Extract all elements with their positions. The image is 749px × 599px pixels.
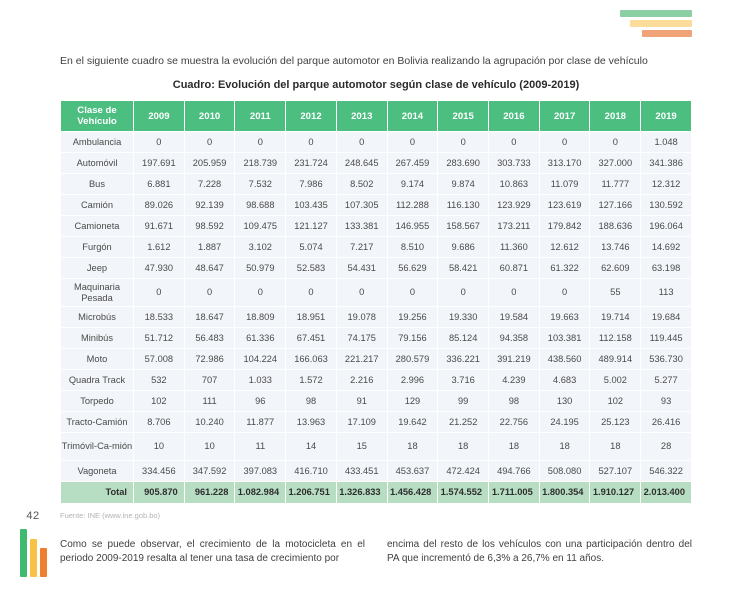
cell-value: 9.174 bbox=[388, 174, 438, 194]
column-header-year-2012: 2012 bbox=[286, 101, 336, 131]
cell-value: 89.026 bbox=[134, 195, 184, 215]
cell-value: 19.256 bbox=[388, 307, 438, 327]
cell-value: 85.124 bbox=[438, 328, 488, 348]
cell-value: 508.080 bbox=[540, 461, 590, 481]
table-row bbox=[61, 349, 691, 369]
cell-value: 10.863 bbox=[489, 174, 539, 194]
cell-value: 123.929 bbox=[489, 195, 539, 215]
cell-value: 8.502 bbox=[337, 174, 387, 194]
cell-value: 123.619 bbox=[540, 195, 590, 215]
cell-value: 494.766 bbox=[489, 461, 539, 481]
cell-value: 14.692 bbox=[641, 237, 691, 257]
cell-value: 205.959 bbox=[185, 153, 235, 173]
table-row bbox=[61, 391, 691, 411]
cell-value: 2.996 bbox=[388, 370, 438, 390]
page-content bbox=[60, 54, 692, 566]
cell-value: 546.322 bbox=[641, 461, 691, 481]
table-row bbox=[61, 307, 691, 327]
table-body bbox=[61, 132, 691, 503]
cell-value: 57.008 bbox=[134, 349, 184, 369]
cell-value: 18.647 bbox=[185, 307, 235, 327]
cell-value: 51.712 bbox=[134, 328, 184, 348]
cell-value: 1.572 bbox=[286, 370, 336, 390]
cell-value: 102 bbox=[590, 391, 640, 411]
cell-value: 60.871 bbox=[489, 258, 539, 278]
cell-value: 7.217 bbox=[337, 237, 387, 257]
intro-paragraph: En el siguiente cuadro se muestra la evolución del parque automotor en Bolivia realizando la agrupación por clase de vehículo bbox=[60, 55, 648, 67]
row-label: Microbús bbox=[61, 307, 133, 327]
cell-value: 111 bbox=[185, 391, 235, 411]
table-row bbox=[61, 237, 691, 257]
cell-value: 453.637 bbox=[388, 461, 438, 481]
cell-value: 94.358 bbox=[489, 328, 539, 348]
table-header bbox=[61, 101, 691, 131]
cell-value: 19.663 bbox=[540, 307, 590, 327]
cell-value: 67.451 bbox=[286, 328, 336, 348]
cell-value: 61.322 bbox=[540, 258, 590, 278]
cell-value: 54.431 bbox=[337, 258, 387, 278]
cell-value: 416.710 bbox=[286, 461, 336, 481]
cell-value: 0 bbox=[590, 132, 640, 152]
cell-value: 188.636 bbox=[590, 216, 640, 236]
page-marker bbox=[10, 510, 56, 577]
cell-value: 0 bbox=[134, 132, 184, 152]
cell-value: 391.219 bbox=[489, 349, 539, 369]
table-row bbox=[61, 328, 691, 348]
cell-value: 50.979 bbox=[235, 258, 285, 278]
cell-value: 536.730 bbox=[641, 349, 691, 369]
cell-value: 2.216 bbox=[337, 370, 387, 390]
column-header-year-2014: 2014 bbox=[388, 101, 438, 131]
cell-value: 9.686 bbox=[438, 237, 488, 257]
cell-value: 532 bbox=[134, 370, 184, 390]
cell-value: 109.475 bbox=[235, 216, 285, 236]
column-header-year-2017: 2017 bbox=[540, 101, 590, 131]
cell-value: 173.211 bbox=[489, 216, 539, 236]
cell-value: 9.874 bbox=[438, 174, 488, 194]
total-value: 1.326.833 bbox=[337, 482, 387, 503]
row-label: Ambulancia bbox=[61, 132, 133, 152]
cell-value: 4.239 bbox=[489, 370, 539, 390]
cell-value: 21.252 bbox=[438, 412, 488, 432]
table-row bbox=[61, 412, 691, 432]
cell-value: 146.955 bbox=[388, 216, 438, 236]
cell-value: 18 bbox=[388, 433, 438, 460]
cell-value: 280.579 bbox=[388, 349, 438, 369]
cell-value: 48.647 bbox=[185, 258, 235, 278]
cell-value: 10 bbox=[185, 433, 235, 460]
row-label: Torpedo bbox=[61, 391, 133, 411]
cell-value: 19.584 bbox=[489, 307, 539, 327]
column-header-year-2011: 2011 bbox=[235, 101, 285, 131]
cell-value: 10.240 bbox=[185, 412, 235, 432]
column-header-year-2016: 2016 bbox=[489, 101, 539, 131]
cell-value: 19.078 bbox=[337, 307, 387, 327]
table-row bbox=[61, 132, 691, 152]
cell-value: 5.074 bbox=[286, 237, 336, 257]
row-label: Quadra Track bbox=[61, 370, 133, 390]
cell-value: 347.592 bbox=[185, 461, 235, 481]
column-header-year-2013: 2013 bbox=[337, 101, 387, 131]
table-row bbox=[61, 195, 691, 215]
cell-value: 0 bbox=[185, 132, 235, 152]
cell-value: 91 bbox=[337, 391, 387, 411]
decoration-bar-orange bbox=[642, 30, 692, 37]
total-value: 1.910.127 bbox=[590, 482, 640, 503]
row-label: Moto bbox=[61, 349, 133, 369]
cell-value: 0 bbox=[337, 132, 387, 152]
table-title: Cuadro: Evolución del parque automotor según clase de vehículo (2009-2019) bbox=[172, 79, 580, 92]
cell-value: 19.714 bbox=[590, 307, 640, 327]
cell-value: 103.381 bbox=[540, 328, 590, 348]
cell-value: 19.642 bbox=[388, 412, 438, 432]
cell-value: 397.083 bbox=[235, 461, 285, 481]
cell-value: 12.612 bbox=[540, 237, 590, 257]
row-label: Camión bbox=[61, 195, 133, 215]
table-row bbox=[61, 433, 691, 460]
table-row bbox=[61, 216, 691, 236]
cell-value: 98.688 bbox=[235, 195, 285, 215]
cell-value: 61.336 bbox=[235, 328, 285, 348]
row-label: Vagoneta bbox=[61, 461, 133, 481]
cell-value: 18 bbox=[590, 433, 640, 460]
cell-value: 24.195 bbox=[540, 412, 590, 432]
cell-value: 91.671 bbox=[134, 216, 184, 236]
cell-value: 11.079 bbox=[540, 174, 590, 194]
cell-value: 121.127 bbox=[286, 216, 336, 236]
cell-value: 5.277 bbox=[641, 370, 691, 390]
cell-value: 7.228 bbox=[185, 174, 235, 194]
cell-value: 11.877 bbox=[235, 412, 285, 432]
cell-value: 0 bbox=[540, 132, 590, 152]
cell-value: 26.416 bbox=[641, 412, 691, 432]
page-number: 42 bbox=[26, 510, 40, 522]
cell-value: 6.881 bbox=[134, 174, 184, 194]
row-label: Automóvil bbox=[61, 153, 133, 173]
row-label: Maquinaria Pesada bbox=[61, 279, 133, 306]
cell-value: 13.746 bbox=[590, 237, 640, 257]
cell-value: 341.386 bbox=[641, 153, 691, 173]
vehicle-fleet-table bbox=[60, 100, 692, 504]
cell-value: 98 bbox=[489, 391, 539, 411]
cell-value: 327.000 bbox=[590, 153, 640, 173]
total-value: 1.711.005 bbox=[489, 482, 539, 503]
cell-value: 112.158 bbox=[590, 328, 640, 348]
cell-value: 28 bbox=[641, 433, 691, 460]
cell-value: 196.064 bbox=[641, 216, 691, 236]
total-value: 1.800.354 bbox=[540, 482, 590, 503]
cell-value: 62.609 bbox=[590, 258, 640, 278]
cell-value: 248.645 bbox=[337, 153, 387, 173]
cell-value: 18 bbox=[438, 433, 488, 460]
cell-value: 22.756 bbox=[489, 412, 539, 432]
cell-value: 0 bbox=[286, 132, 336, 152]
cell-value: 179.842 bbox=[540, 216, 590, 236]
row-label: Tracto-Camión bbox=[61, 412, 133, 432]
cell-value: 7.532 bbox=[235, 174, 285, 194]
cell-value: 52.583 bbox=[286, 258, 336, 278]
cell-value: 13.963 bbox=[286, 412, 336, 432]
cell-value: 99 bbox=[438, 391, 488, 411]
column-header-year-2010: 2010 bbox=[185, 101, 235, 131]
footer-decoration bbox=[10, 529, 56, 577]
cell-value: 18.533 bbox=[134, 307, 184, 327]
cell-value: 25.123 bbox=[590, 412, 640, 432]
row-label: Camioneta bbox=[61, 216, 133, 236]
cell-value: 79.156 bbox=[388, 328, 438, 348]
cell-value: 113 bbox=[641, 279, 691, 306]
table-row bbox=[61, 258, 691, 278]
cell-value: 12.312 bbox=[641, 174, 691, 194]
table-header-row bbox=[61, 101, 691, 131]
cell-value: 472.424 bbox=[438, 461, 488, 481]
total-value: 1.206.751 bbox=[286, 482, 336, 503]
cell-value: 130.592 bbox=[641, 195, 691, 215]
cell-value: 3.102 bbox=[235, 237, 285, 257]
cell-value: 3.716 bbox=[438, 370, 488, 390]
cell-value: 47.930 bbox=[134, 258, 184, 278]
column-header-class: Clase de Vehículo bbox=[61, 101, 133, 131]
cell-value: 0 bbox=[540, 279, 590, 306]
cell-value: 11.360 bbox=[489, 237, 539, 257]
cell-value: 313.170 bbox=[540, 153, 590, 173]
cell-value: 14 bbox=[286, 433, 336, 460]
cell-value: 0 bbox=[489, 132, 539, 152]
cell-value: 11.777 bbox=[590, 174, 640, 194]
cell-value: 221.217 bbox=[337, 349, 387, 369]
cell-value: 1.612 bbox=[134, 237, 184, 257]
cell-value: 303.733 bbox=[489, 153, 539, 173]
cell-value: 0 bbox=[388, 132, 438, 152]
cell-value: 1.048 bbox=[641, 132, 691, 152]
cell-value: 119.445 bbox=[641, 328, 691, 348]
cell-value: 102 bbox=[134, 391, 184, 411]
cell-value: 63.198 bbox=[641, 258, 691, 278]
cell-value: 96 bbox=[235, 391, 285, 411]
total-value: 961.228 bbox=[185, 482, 235, 503]
cell-value: 19.684 bbox=[641, 307, 691, 327]
cell-value: 197.691 bbox=[134, 153, 184, 173]
cell-value: 0 bbox=[337, 279, 387, 306]
cell-value: 104.224 bbox=[235, 349, 285, 369]
table-source: Fuente: INE (www.ine.gob.bo) bbox=[60, 511, 161, 521]
cell-value: 5.002 bbox=[590, 370, 640, 390]
cell-value: 0 bbox=[185, 279, 235, 306]
cell-value: 158.567 bbox=[438, 216, 488, 236]
cell-value: 133.381 bbox=[337, 216, 387, 236]
cell-value: 18 bbox=[540, 433, 590, 460]
cell-value: 1.033 bbox=[235, 370, 285, 390]
total-value: 905.870 bbox=[134, 482, 184, 503]
cell-value: 10 bbox=[134, 433, 184, 460]
cell-value: 8.510 bbox=[388, 237, 438, 257]
closing-paragraph-right: encima del resto de los vehículos con una participación dentro del PA que incrementó de 6,3% a 26,7% en 11 años. bbox=[387, 539, 692, 565]
cell-value: 231.724 bbox=[286, 153, 336, 173]
column-header-year-2019: 2019 bbox=[641, 101, 691, 131]
cell-value: 8.706 bbox=[134, 412, 184, 432]
cell-value: 218.739 bbox=[235, 153, 285, 173]
footer-bar-green bbox=[20, 529, 27, 577]
cell-value: 527.107 bbox=[590, 461, 640, 481]
column-header-year-2018: 2018 bbox=[590, 101, 640, 131]
cell-value: 130 bbox=[540, 391, 590, 411]
cell-value: 127.166 bbox=[590, 195, 640, 215]
cell-value: 267.459 bbox=[388, 153, 438, 173]
row-label: Jeep bbox=[61, 258, 133, 278]
cell-value: 0 bbox=[134, 279, 184, 306]
cell-value: 0 bbox=[286, 279, 336, 306]
cell-value: 56.483 bbox=[185, 328, 235, 348]
table-row bbox=[61, 370, 691, 390]
cell-value: 11 bbox=[235, 433, 285, 460]
cell-value: 18.951 bbox=[286, 307, 336, 327]
cell-value: 438.560 bbox=[540, 349, 590, 369]
total-value: 1.456.428 bbox=[388, 482, 438, 503]
cell-value: 107.305 bbox=[337, 195, 387, 215]
cell-value: 93 bbox=[641, 391, 691, 411]
cell-value: 98 bbox=[286, 391, 336, 411]
closing-paragraphs bbox=[60, 538, 692, 566]
cell-value: 74.175 bbox=[337, 328, 387, 348]
table-row bbox=[61, 461, 691, 481]
row-label: Furgón bbox=[61, 237, 133, 257]
table-row bbox=[61, 279, 691, 306]
cell-value: 166.063 bbox=[286, 349, 336, 369]
cell-value: 92.139 bbox=[185, 195, 235, 215]
cell-value: 15 bbox=[337, 433, 387, 460]
row-label: Minibús bbox=[61, 328, 133, 348]
cell-value: 103.435 bbox=[286, 195, 336, 215]
cell-value: 19.330 bbox=[438, 307, 488, 327]
cell-value: 18.809 bbox=[235, 307, 285, 327]
cell-value: 55 bbox=[590, 279, 640, 306]
column-header-year-2009: 2009 bbox=[134, 101, 184, 131]
total-value: 1.082.984 bbox=[235, 482, 285, 503]
cell-value: 0 bbox=[388, 279, 438, 306]
table-row bbox=[61, 153, 691, 173]
cell-value: 707 bbox=[185, 370, 235, 390]
footer-bar-orange bbox=[40, 548, 47, 577]
total-value: 2.013.400 bbox=[641, 482, 691, 503]
decoration-bar-green bbox=[620, 10, 692, 17]
row-label: Trimóvil-Ca-mión bbox=[61, 433, 133, 460]
cell-value: 58.421 bbox=[438, 258, 488, 278]
cell-value: 0 bbox=[438, 279, 488, 306]
closing-paragraph-left: Como se puede observar, el crecimiento de la motocicleta en el periodo 2009-2019 resalta al tener una tasa de crecimiento por bbox=[60, 539, 365, 565]
cell-value: 489.914 bbox=[590, 349, 640, 369]
cell-value: 283.690 bbox=[438, 153, 488, 173]
cell-value: 0 bbox=[489, 279, 539, 306]
cell-value: 334.456 bbox=[134, 461, 184, 481]
header-decoration bbox=[600, 10, 692, 40]
column-header-year-2015: 2015 bbox=[438, 101, 488, 131]
cell-value: 129 bbox=[388, 391, 438, 411]
decoration-bar-yellow bbox=[630, 20, 692, 27]
cell-value: 112.288 bbox=[388, 195, 438, 215]
footer-bar-yellow bbox=[30, 539, 37, 577]
total-value: 1.574.552 bbox=[438, 482, 488, 503]
total-label: Total bbox=[61, 482, 133, 503]
cell-value: 18 bbox=[489, 433, 539, 460]
cell-value: 0 bbox=[235, 279, 285, 306]
cell-value: 4.683 bbox=[540, 370, 590, 390]
cell-value: 433.451 bbox=[337, 461, 387, 481]
cell-value: 0 bbox=[438, 132, 488, 152]
table-total-row bbox=[61, 482, 691, 503]
cell-value: 17.109 bbox=[337, 412, 387, 432]
cell-value: 7.986 bbox=[286, 174, 336, 194]
cell-value: 116.130 bbox=[438, 195, 488, 215]
cell-value: 1.887 bbox=[185, 237, 235, 257]
cell-value: 72.986 bbox=[185, 349, 235, 369]
table-row bbox=[61, 174, 691, 194]
row-label: Bus bbox=[61, 174, 133, 194]
cell-value: 336.221 bbox=[438, 349, 488, 369]
cell-value: 56.629 bbox=[388, 258, 438, 278]
cell-value: 98.592 bbox=[185, 216, 235, 236]
cell-value: 0 bbox=[235, 132, 285, 152]
